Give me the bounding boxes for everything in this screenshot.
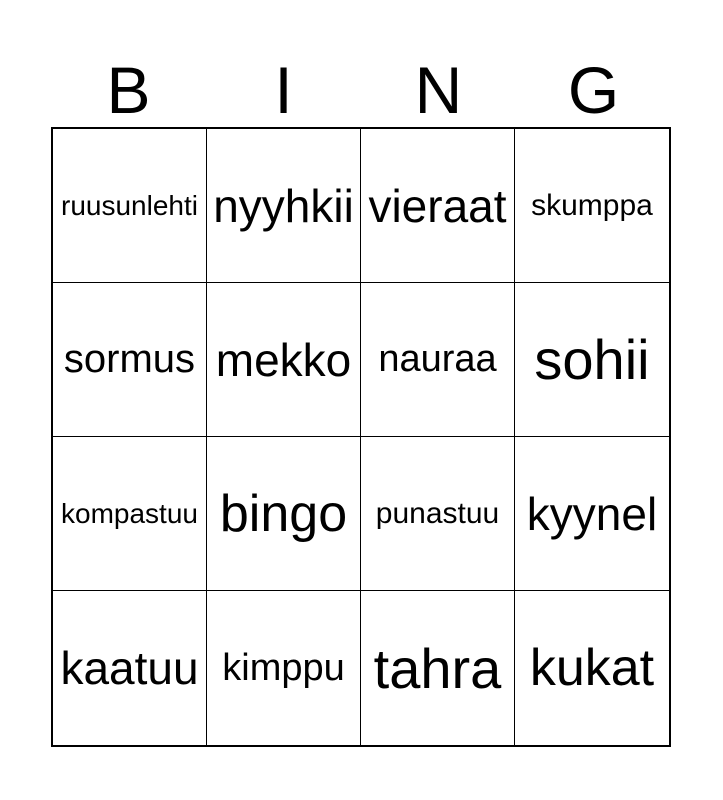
bingo-cell[interactable]: skumppa	[515, 129, 669, 283]
bingo-cell[interactable]: kukat	[529, 639, 655, 697]
bingo-cell[interactable]: kimppu	[207, 591, 361, 745]
bingo-header	[51, 52, 671, 128]
bingo-cell[interactable]: bingo	[207, 437, 361, 591]
bingo-cell[interactable]: tahra	[361, 591, 515, 745]
bingo-cell[interactable]: mekko	[207, 283, 361, 437]
bingo-cell[interactable]: ruusunlehti	[53, 129, 207, 283]
bingo-cell[interactable]: kompastuu	[53, 437, 207, 591]
bingo-cell[interactable]: vieraat	[361, 129, 515, 283]
bingo-cell[interactable]: kaatuu	[53, 591, 207, 745]
bingo-cell[interactable]: sormus	[53, 283, 207, 437]
header-letter-b: B	[106, 53, 151, 127]
bingo-cell[interactable]: punastuu	[361, 437, 515, 591]
bingo-cell[interactable]: sohii	[515, 283, 669, 437]
bingo-cell[interactable]: kyynel	[515, 437, 669, 591]
bingo-cell[interactable]: nyyhkii	[207, 129, 361, 283]
bingo-cell[interactable]: nauraa	[361, 283, 515, 437]
header-letter-g: G	[567, 53, 620, 127]
bingo-board	[51, 127, 671, 747]
header-letter-i: I	[274, 53, 293, 127]
header-letter-n: N	[414, 53, 463, 127]
